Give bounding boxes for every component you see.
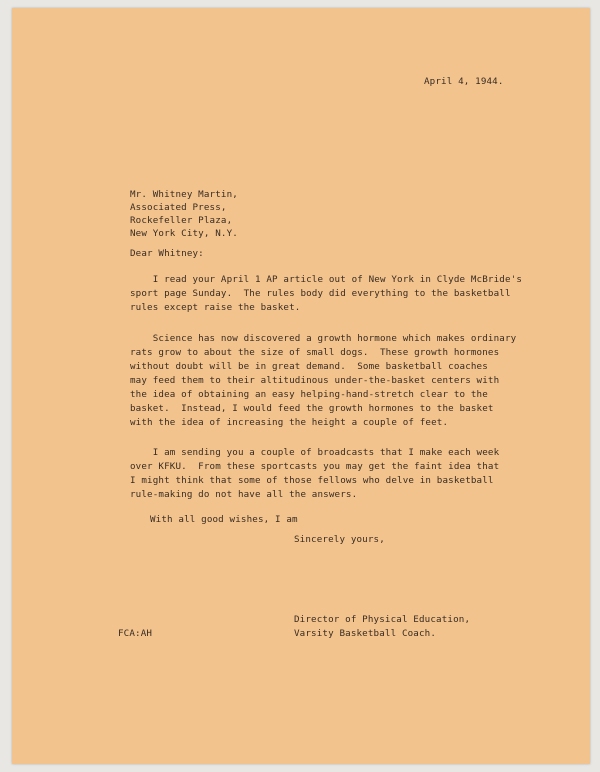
paragraph-line: over KFKU. From these sportcasts you may get the faint idea that (130, 461, 500, 472)
salutation: Dear Whitney: (130, 248, 204, 259)
paragraph-line: I read your April 1 AP article out of New York in Clyde McBride's (130, 274, 523, 285)
paragraph-line: sport page Sunday. The rules body did everything to the basketball (130, 288, 511, 299)
paragraph-line: may feed them to their altitudinous under-the-basket centers with (130, 375, 500, 386)
recipient-line: New York City, N.Y. (130, 228, 238, 239)
recipient-line: Associated Press, (130, 202, 227, 213)
paragraph-line: rule-making do not have all the answers. (130, 489, 358, 500)
paragraph-line: rules except raise the basket. (130, 302, 301, 313)
signature-title-line: Director of Physical Education, (294, 614, 471, 625)
complimentary-close: Sincerely yours, (294, 534, 385, 545)
letter-page (12, 8, 590, 764)
paragraph-line: I might think that some of those fellows who delve in basketball (130, 475, 494, 486)
paragraph-line: I am sending you a couple of broadcasts that I make each week (130, 447, 500, 458)
closing-line: With all good wishes, I am (150, 514, 298, 525)
paragraph-line: the idea of obtaining an easy helping-hand-stretch clear to the (130, 389, 488, 400)
paragraph-line: Science has now discovered a growth hormone which makes ordinary (130, 333, 517, 344)
reference-initials: FCA:AH (118, 628, 153, 639)
paragraph-line: basket. Instead, I would feed the growth hormones to the basket (130, 403, 494, 414)
paragraph-line: without doubt will be in great demand. Some basketball coaches (130, 361, 488, 372)
recipient-line: Rockefeller Plaza, (130, 215, 233, 226)
recipient-line: Mr. Whitney Martin, (130, 189, 238, 200)
signature-title-line: Varsity Basketball Coach. (294, 628, 437, 639)
paragraph-line: with the idea of increasing the height a couple of feet. (130, 417, 449, 428)
paragraph-line: rats grow to about the size of small dogs. These growth hormones (130, 347, 500, 358)
letter-date: April 4, 1944. (424, 76, 504, 87)
